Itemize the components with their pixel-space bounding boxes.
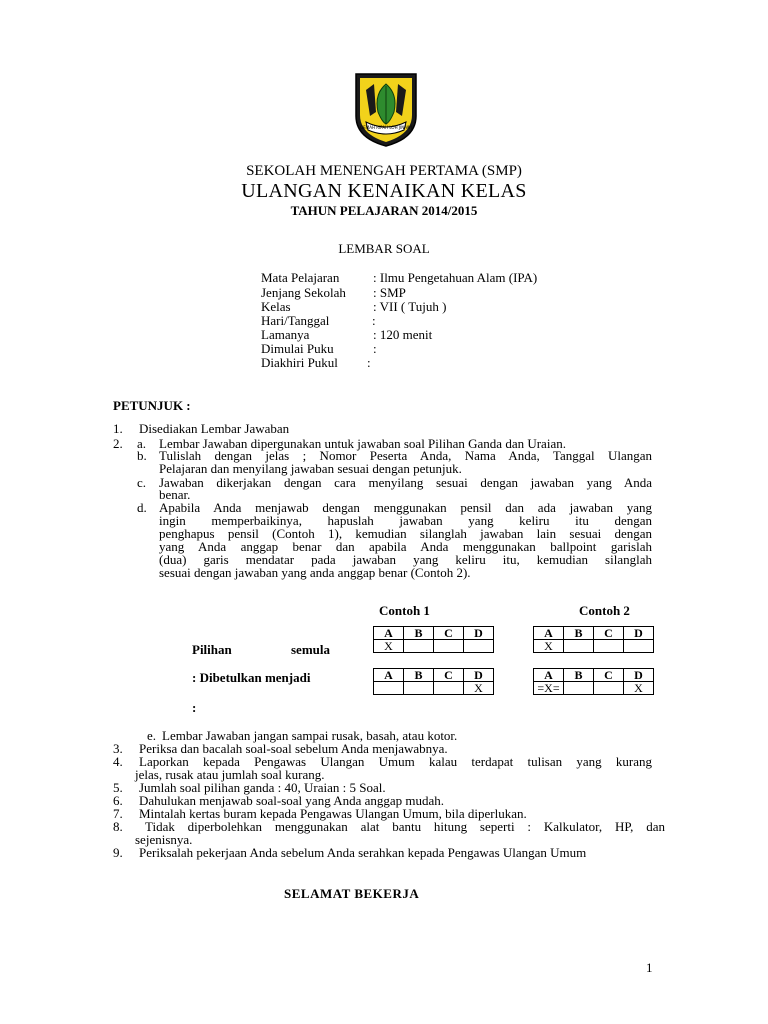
example-1-original-table [373, 626, 494, 653]
sub-item-letter: a. [137, 436, 147, 451]
info-value: : 120 menit [373, 327, 433, 342]
answer-cell [624, 640, 654, 653]
option-header: B [564, 669, 594, 682]
answer-cell-crossed: =X= [534, 682, 564, 695]
sub-item-text: Lembar Jawaban dipergunakan untuk jawaban soal Pilihan Ganda dan Uraian. [159, 436, 566, 451]
label-corrected: : Dibetulkan menjadi [192, 670, 311, 685]
info-label: Mata Pelajaran [261, 270, 340, 285]
item-text: Mintalah kertas buram kepada Pengawas Ulangan Umum, bila diperlukan. [139, 806, 527, 821]
option-header: A [534, 627, 564, 640]
answer-cell [404, 640, 434, 653]
answer-cell [594, 682, 624, 695]
label-colon: : [192, 700, 197, 715]
exam-title: ULANGAN KENAIKAN KELAS [241, 180, 527, 202]
info-value: : [367, 355, 371, 370]
example-2-original-table [533, 626, 654, 653]
school-name: SEKOLAH MENENGAH PERTAMA (SMP) [246, 163, 522, 179]
option-header: B [404, 669, 434, 682]
option-header: B [404, 627, 434, 640]
sub-item-text: Tulislah dengan jelas ; Nomor Peserta Anda, Nama Anda, Tanggal Ulangan [159, 448, 652, 463]
option-header: C [434, 627, 464, 640]
sub-item-text: Apabila Anda menjawab dengan menggunakan pensil dan ada jawaban yang [159, 500, 652, 515]
item-number: 2. [113, 436, 123, 451]
answer-cell [434, 640, 464, 653]
option-header: C [434, 669, 464, 682]
answer-cell [564, 682, 594, 695]
item-text: Periksa dan bacalah soal-soal sebelum Anda menjawabnya. [139, 741, 448, 756]
item-number: 7. [113, 806, 123, 821]
item-number: 8. [113, 819, 123, 834]
sub-item-text: Jawaban dikerjakan dengan cara menyilang sesuai dengan jawaban yang Anda [159, 475, 652, 490]
sub-item-text: yang Anda anggap benar dan apabila Anda menggunakan ballpoint garislah [159, 539, 652, 554]
option-header: A [534, 669, 564, 682]
answer-cell: X [624, 682, 654, 695]
label-original: semula [291, 642, 330, 657]
info-label: Jenjang Sekolah [261, 285, 346, 300]
page-number: 1 [646, 960, 653, 975]
option-header: C [594, 627, 624, 640]
answer-cell [594, 640, 624, 653]
example-1-title: Contoh 1 [379, 603, 430, 618]
answer-cell: X [464, 682, 494, 695]
answer-cell [464, 640, 494, 653]
option-header: D [624, 627, 654, 640]
sub-item-letter: c. [137, 475, 147, 490]
sub-item-text: Lembar Jawaban jangan sampai rusak, basah, atau kotor. [162, 728, 458, 743]
answer-cell: X [534, 640, 564, 653]
item-text: Laporkan kepada Pengawas Ulangan Umum kalau terdapat tulisan yang kurang [139, 754, 652, 769]
info-value: : [373, 341, 377, 356]
sub-item-letter: d. [137, 500, 147, 515]
sub-item-text: (dua) garis mendatar pada jawaban yang keliru itu, kemudian silanglah [159, 552, 652, 567]
answer-cell [434, 682, 464, 695]
option-header: D [464, 669, 494, 682]
school-year: TAHUN PELAJARAN 2014/2015 [290, 203, 478, 218]
example-2-corrected-table [533, 668, 654, 695]
item-text: Tidak diperbolehkan menggunakan alat bantu hitung seperti : Kalkulator, HP, dan [145, 819, 665, 834]
option-header: B [564, 627, 594, 640]
info-label: Kelas [261, 299, 291, 314]
closing-text: SELAMAT BEKERJA [284, 886, 420, 901]
item-number: 9. [113, 845, 123, 860]
info-value: : Ilmu Pengetahuan Alam (IPA) [373, 270, 538, 285]
option-header: A [374, 627, 404, 640]
sub-item-text: penghapus pensil (Contoh 1), kemudian silanglah jawaban lain sesuai dengan [159, 526, 652, 541]
sub-item-letter: b. [137, 448, 147, 463]
answer-cell [564, 640, 594, 653]
info-label: Dimulai Puku [261, 341, 334, 356]
sub-item-text: Pelajaran dan menyilang jawaban sesuai dengan petunjuk. [159, 461, 462, 476]
option-header: A [374, 669, 404, 682]
sub-item-text: ingin memperbaikinya, hapuslah jawaban yang keliru itu dengan [159, 513, 652, 528]
sub-item-text: benar. [159, 487, 191, 502]
sub-item-text: sesuai dengan jawaban yang anda anggap benar (Contoh 2). [159, 565, 471, 580]
example-2-title: Contoh 2 [579, 603, 630, 618]
option-header: D [464, 627, 494, 640]
example-1-corrected-table [373, 668, 494, 695]
item-text: Jumlah soal pilihan ganda : 40, Uraian : 5 Soal. [139, 780, 386, 795]
item-number: 5. [113, 780, 123, 795]
info-label: Hari/Tanggal [261, 313, 330, 328]
option-header: D [624, 669, 654, 682]
info-label: Diakhiri Pukul [261, 355, 338, 370]
info-label: Lamanya [261, 327, 310, 342]
item-text: Disediakan Lembar Jawaban [139, 421, 290, 436]
info-value: : [372, 313, 376, 328]
item-number: 1. [113, 421, 123, 436]
school-crest-logo [354, 72, 418, 148]
item-text: jelas, rusak atau jumlah soal kurang. [135, 767, 325, 782]
item-number: 4. [113, 754, 123, 769]
sub-item-letter: e. [147, 728, 157, 743]
logo-motto: GEMAH RIPAH LOH JINAWI [360, 125, 412, 130]
item-number: 6. [113, 793, 123, 808]
answer-cell [374, 682, 404, 695]
label-original: Pilihan [192, 642, 232, 657]
info-value: : SMP [373, 285, 406, 300]
info-value: : VII ( Tujuh ) [373, 299, 447, 314]
instructions-title: PETUNJUK : [113, 398, 191, 413]
sheet-title: LEMBAR SOAL [338, 241, 430, 256]
answer-cell: X [374, 640, 404, 653]
option-header: C [594, 669, 624, 682]
item-text: Periksalah pekerjaan Anda sebelum Anda serahkan kepada Pengawas Ulangan Umum [139, 845, 587, 860]
item-number: 3. [113, 741, 123, 756]
answer-cell [404, 682, 434, 695]
item-text: Dahulukan menjawab soal-soal yang Anda anggap mudah. [139, 793, 445, 808]
item-text: sejenisnya. [135, 832, 193, 847]
